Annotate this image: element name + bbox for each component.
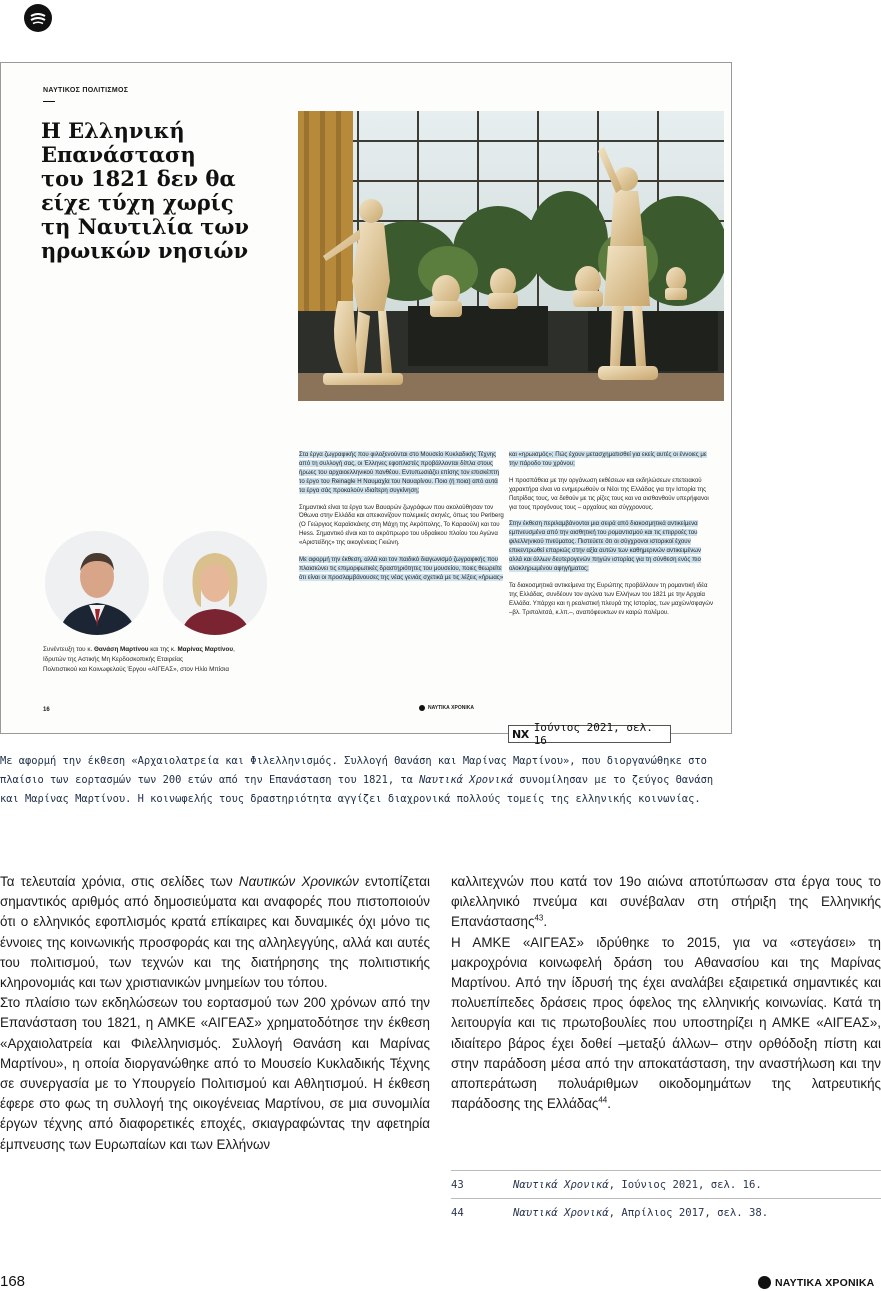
brand-logo-icon bbox=[419, 705, 425, 711]
answer-3: Τα διακοσμητικά αντικείμενα της Ευρώπης προβάλλουν τη ρομαντική ιδέα της Ελλάδας, συνδέουν τον αγώνα των Ελλήνων του 1821 με την Αρχαία Ελλάδα. Υπάρχει και η ρεαλιστική πλευρά της Ιστορίας, των μαχών/σφαγών –βλ. Τριπολιτσά, κ.λπ.–, αναπόφευκτων εν καιρώ πολέμου. bbox=[509, 581, 714, 616]
body-paragraph: καλλιτεχνών που κατά τον 19ο αιώνα αποτύπωσαν στα έργα τους το φιλελληνικό πνεύμα και συνέβαλαν στη στήριξη της Ελληνικής Επανάστασης$^{43}$. bbox=[451, 874, 881, 930]
nx-badge: NX bbox=[512, 727, 529, 741]
article-title: Η Ελληνική Επανάσταση του 1821 δεν θα είχε τύχη χωρίς τη Ναυτιλία των ηρωικών νησιών bbox=[41, 118, 249, 263]
publisher-logo-icon bbox=[24, 4, 52, 32]
footnote-item: 44 Ναυτικά Χρονικά, Απρίλιος 2017, σελ. 38. bbox=[451, 1198, 881, 1226]
museum-sculptures-photo bbox=[298, 111, 724, 401]
page-number: 168 bbox=[0, 1273, 26, 1290]
source-date: Ιούνιος 2021, σελ. 16 bbox=[533, 721, 653, 747]
magazine-page-number: 16 bbox=[43, 707, 50, 713]
portrait-marina-martinou bbox=[163, 531, 267, 635]
question-2: Με αφορμή την έκθεση, αλλά και τον παιδικό διαγωνισμό ζωγραφικής που πλαισιώνει τις επιμορφωτικές δραστηριότητες του μουσείου, ποιες θεωρείτε ότι είναι οι προσλαμβάνουσες της νέας γενιάς σχετικά με τις λέξεις «ήρωας» bbox=[299, 556, 504, 581]
footnote-ref[interactable]: 44 bbox=[598, 1095, 608, 1105]
figure-caption: Με αφορμή την έκθεση «Αρχαιολατρεία και Φιλελληνισμός. Συλλογή Θανάση και Μαρίνας Μαρτίνου», που διοργανώθηκε στο πλαίσιο των εορτασμών των 200 ετών από την Επανάσταση του 1821, τα Ναυτικά Χρονικά συνομίλησαν με το ζεύγος Θανάση και Μαρίνας Μαρτίνου. Η κοινωφελής τους δραστηριότητα αγγίζει διαχρονικά πολλούς τομείς της ελληνικής κοινωνίας. bbox=[0, 755, 714, 805]
question-1: Στα έργα ζωγραφικής που φιλοξενούνται στο Μουσείο Κυκλαδικής Τέχνης από τη συλλογή σας, οι Έλληνες εφοπλιστές προβάλλονται δίπλα στους ήρωες του αρχαιοελληνικού πανθέου. Εντυπωσιάζει επίσης τον επισκέπτη το έργο του Reinagle Η Ναυμαχία του Ναυαρίνου. Ποιο (ή ποια) από αυτά τα έργα σάς προκαλούν ιδιαίτερη συγκίνηση; bbox=[299, 451, 499, 494]
body-paragraph: Η ΑΜΚΕ «ΑΙΓΕΑΣ» ιδρύθηκε το 2015, για να «στεγάσει» τη μακροχρόνια κοινωφελή δράση του Αθανασίου και της Μαρίνας Μαρτίνου. Από την ίδρυσή της έχει αναλάβει εξαιρετικά σημαντικές και πολυεπίπεδες δράσεις προς όφελος της ελληνικής κοινωνίας. Κατά τη λειτουργία και τις πρωτοβουλίες που υποστηρίζει η ΑΜΚΕ «ΑΙΓΕΑΣ», ιδιαίτερο βάρος έχει δοθεί –μεταξύ άλλων– στην ορθόδοξη πίστη και στην παράδοση μέσα από την αποκατάσταση, την αναστήλωση και την αποπεράτωση πολυάριθμων οικοδομημάτων της λατρευτικής παράδοσης της Ελλάδας$^{44}$. bbox=[451, 934, 881, 1112]
answer-1: Σημαντικά είναι τα έργα των Βαυαρών ζωγράφων που ακολούθησαν τον Όθωνα στην Ελλάδα και απεικονίζουν πολεμικές σκηνές, όπως του Perlberg (Ο Γεώργιος Καραϊσκάκης στη Μάχη της Ακρόπολης, Το Καραούλι) και του Hess. Σημαντικό είναι και το ακρόπρωρο του υδραίικου πλοίου του Αγώνα «Αριστείδης» της οικογένειας Γκιώνη. bbox=[299, 503, 504, 547]
magazine-footer-brand: ΝΑΥΤΙΚΑ ΧΡΟΝΙΚΑ bbox=[419, 705, 474, 711]
section-kicker: ΝΑΥΤΙΚΟΣ ΠΟΛΙΤΙΣΜΟΣ bbox=[43, 87, 129, 94]
interview-column-2 bbox=[509, 451, 715, 626]
kicker-dash bbox=[43, 101, 55, 102]
footnote-item: 43 Ναυτικά Χρονικά, Ιούνιος 2021, σελ. 16. bbox=[451, 1170, 881, 1198]
body-paragraph: Τα τελευταία χρόνια, στις σελίδες των Ναυτικών Χρονικών εντοπίζεται σημαντικός αριθμός από δημοσιεύματα και αναφορές που πιστοποιούν ότι ο ελληνικός εφοπλισμός κρατά επίκαιρες και δυναμικές όχι μόνο τις έννοιες της κοινωνικής προσφοράς και της αλληλεγγύης, αλλά και αυτές του πολιτισμού, των τεχνών και της διατήρησης της πολιτιστικής κληρονομιάς και των χριστιανικών μνημείων του τόπου. bbox=[0, 874, 430, 991]
footnote-ref[interactable]: 43 bbox=[534, 913, 544, 923]
portrait-thanasis-martinos bbox=[45, 531, 149, 635]
footnotes bbox=[451, 1170, 881, 1226]
body-paragraph: Στο πλαίσιο των εκδηλώσεων του εορτασμού των 200 χρόνων από την Επανάσταση του 1821, η ΑΜΚΕ «ΑΙΓΕΑΣ» χρηματοδότησε την έκθεση «Αρχαιολατρεία και Φιλελληνισμός. Συλλογή Θανάση και Μαρίνας Μαρτίνου», η οποία διοργανώθηκε από το Μουσείο Κυκλαδικής Τέχνης σε συνεργασία με το Υπουργείο Πολιτισμού και Αθλητισμού. Η έκθεση έφερε στο φως τη συλλογή της οικογένειας Μαρτίνου, σε μια συνομιλία έργων τέχνης από διαφορετικές εποχές, σκιαγραφώντας την αφετηρία έμπνευσης των Ευρωπαίων και των Ελλήνων bbox=[0, 995, 430, 1152]
footer-brand: ΝΑΥΤΙΚΑ ΧΡΟΝΙΚΑ bbox=[758, 1276, 874, 1289]
body-column-left bbox=[0, 872, 430, 1155]
question-2-cont: και «ηρωισμός»; Πώς έχουν μετασχηματισθεί για εκείς αυτές οι έννοιες με την πάροδο του χρόνου; bbox=[509, 451, 707, 467]
answer-2: Η προσπάθεια με την οργάνωση εκθέσεων και εκδηλώσεων επετειακού χαρακτήρα είναι να ενημερωθούν οι Νέοι της Ελλάδας για την Ιστορία της Πατρίδας τους, να δεθούν με τις ρίζες τους και να αισθανθούν υπερήφανοι για τους προγόνους τους – αρχαίους και σύγχρονους. bbox=[509, 476, 709, 511]
magazine-page-scan bbox=[0, 62, 732, 734]
source-label bbox=[508, 721, 671, 747]
question-3: Στην έκθεση περιλαμβάνονται μια σειρά από διακοσμητικά αντικείμενα εμπνευσμένα από την αισθητική του ρομαντισμού και τις επιρροές του φιλελληνικού πνεύματος. Πιστεύετε ότι οι σύγχρονοι ιστορικοί έχουν επικεντρωθεί επαρκώς στην αξία αυτών των καθημερινών αντικειμένων αλλά και άλλων δευτερογενών πηγών ιστορίας για τη σύνθεση ενός πιο ολοκληρωμένου αφηγήματος; bbox=[509, 520, 702, 572]
brand-logo-icon bbox=[758, 1276, 771, 1289]
interview-column-1 bbox=[299, 451, 505, 591]
interview-credit: Συνέντευξη του κ. Θανάση Μαρτίνου και της κ. Μαρίνας Μαρτίνου, Ιδρυτών της Αστικής Μη Κερδοσκοπικής Εταιρείας Πολιτιστικού και Κοινωφελούς Έργου «ΑΙΓΕΑΣ», στον Ηλίο Μπίσια bbox=[43, 646, 235, 673]
body-column-right bbox=[451, 872, 881, 1114]
